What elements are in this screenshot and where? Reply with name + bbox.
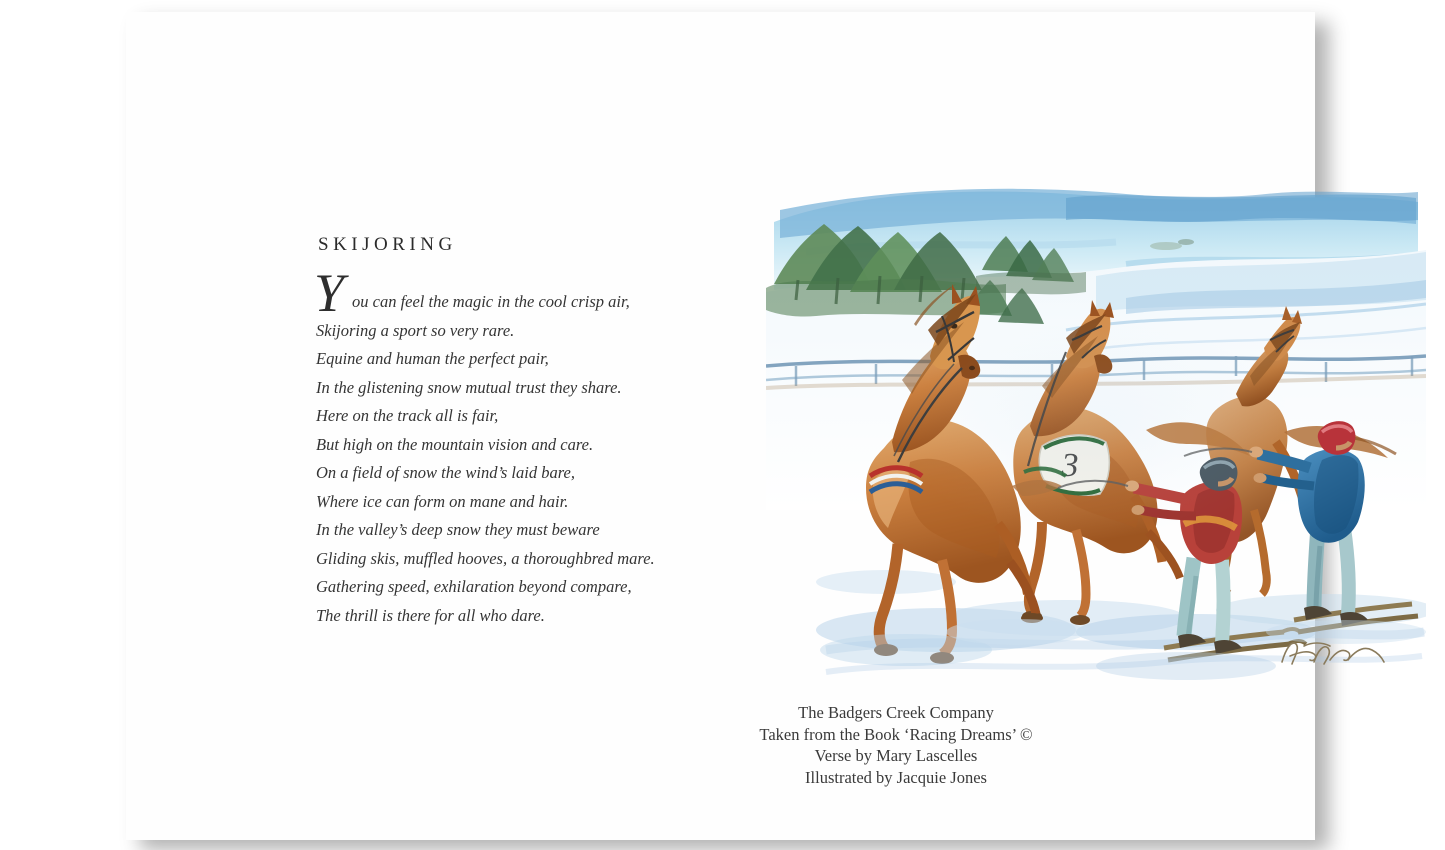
credit-line: Taken from the Book ‘Racing Dreams’ © <box>759 724 1033 744</box>
poem-lines <box>314 263 746 630</box>
poem-line: Equine and human the perfect pair, <box>316 349 549 368</box>
poem-line: On a field of snow the wind’s laid bare, <box>316 463 575 482</box>
poem-line: Gathering speed, exhilaration beyond compare, <box>316 577 632 596</box>
credit-line: Verse by Mary Lascelles <box>814 746 978 765</box>
poem-line: ou can feel the magic in the cool crisp air, <box>352 292 630 311</box>
poem-line: The thrill is there for all who dare. <box>316 605 545 625</box>
artist-signature <box>1278 636 1388 670</box>
poem-line: Gliding skis, muffled hooves, a thoroughbred mare. <box>316 548 655 568</box>
page-title: SKIJORING <box>318 234 457 255</box>
credit-line: The Badgers Creek Company <box>798 703 994 722</box>
credits-block <box>686 702 1106 788</box>
poem-line: In the valley’s deep snow they must beware <box>316 520 600 539</box>
poem-line: But high on the mountain vision and care. <box>316 434 594 454</box>
credit-line: Illustrated by Jacquie Jones <box>805 767 987 787</box>
poem-line: Skijoring a sport so very rare. <box>316 320 515 340</box>
saddle-cloth-number: 3 <box>1061 447 1079 484</box>
poem-block <box>316 234 746 630</box>
skijoring-watercolour-illustration <box>766 180 1426 680</box>
poem-line: In the glistening snow mutual trust they share. <box>316 377 622 397</box>
poem-line: Here on the track all is fair, <box>316 406 499 425</box>
drop-cap: Y <box>314 263 345 323</box>
printed-card <box>126 12 1315 840</box>
poem-line: Where ice can form on mane and hair. <box>316 491 569 511</box>
